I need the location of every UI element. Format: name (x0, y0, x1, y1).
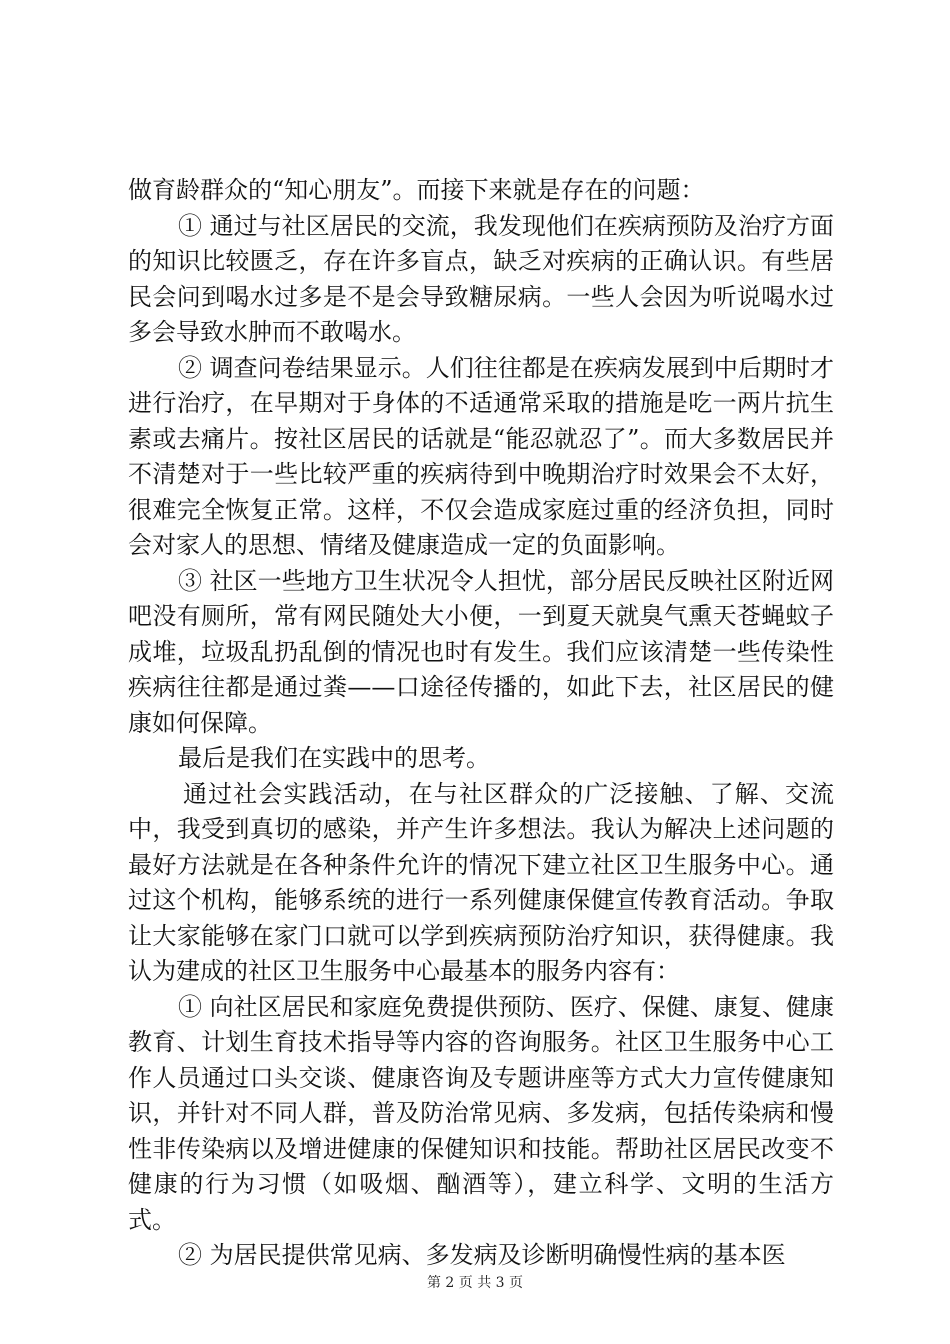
paragraph-service-2: ② 为居民提供常见病、多发病及诊断明确慢性病的基本医 (178, 1241, 786, 1269)
document-body (128, 173, 834, 1274)
paragraph-problem-3: ③ 社区一些地方卫生状况令人担忧，部分居民反映社区附近网吧没有厕所，常有网民随处大小便，一到夏天就臭气熏天苍蝇蚊子成堆，垃圾乱扔乱倒的情况也时有发生。我们应该清楚一些传染性疾病往往都是通过粪——口途径传播的，如此下去，社区居民的健康如何保障。 (128, 566, 834, 737)
paragraph-intro: 做育龄群众的“知心朋友”。而接下来就是存在的问题： (128, 176, 705, 204)
paragraph-service-1: ① 向社区居民和家庭免费提供预防、医疗、保健、康复、健康教育、计划生育技术指导等内容的咨询服务。社区卫生服务中心工作人员通过口头交谈、健康咨询及专题讲座等方式大力宣传健康知识，并针对不同人群，普及防治常见病、多发病，包括传染病和慢性非传染病以及增进健康的保健知识和技能。帮助社区居民改变不健康的行为习惯（如吸烟、酗酒等），建立科学、文明的生活方式。 (128, 992, 834, 1234)
page-number-footer: 第 2 页 共 3 页 (426, 1275, 524, 1291)
paragraph-reflection: 通过社会实践活动，在与社区群众的广泛接触、了解、交流中，我受到真切的感染，并产生许多想法。我认为解决上述问题的最好方法就是在各种条件允许的情况下建立社区卫生服务中心。通过这个机构，能够系统的进行一系列健康保健宣传教育活动。争取让大家能够在家门口就可以学到疾病预防治疗知识，获得健康。我认为建成的社区卫生服务中心最基本的服务内容有： (128, 779, 834, 985)
paragraph-problem-2: ② 调查问卷结果显示。人们往往都是在疾病发展到中后期时才进行治疗，在早期对于身体的不适通常采取的措施是吃一两片抗生素或去痛片。按社区居民的话就是“能忍就忍了”。而大多数居民并不清楚对于一些比较严重的疾病待到中晚期治疗时效果会不太好，很难完全恢复正常。这样，不仅会造成家庭过重的经济负担，同时会对家人的思想、情绪及健康造成一定的负面影响。 (128, 353, 834, 559)
paragraph-problem-1: ① 通过与社区居民的交流，我发现他们在疾病预防及治疗方面的知识比较匮乏，存在许多盲点，缺乏对疾病的正确认识。有些居民会问到喝水过多是不是会导致糖尿病。一些人会因为听说喝水过多会导致水肿而不敢喝水。 (128, 211, 834, 346)
paragraph-reflection-heading: 最后是我们在实践中的思考。 (178, 744, 490, 772)
